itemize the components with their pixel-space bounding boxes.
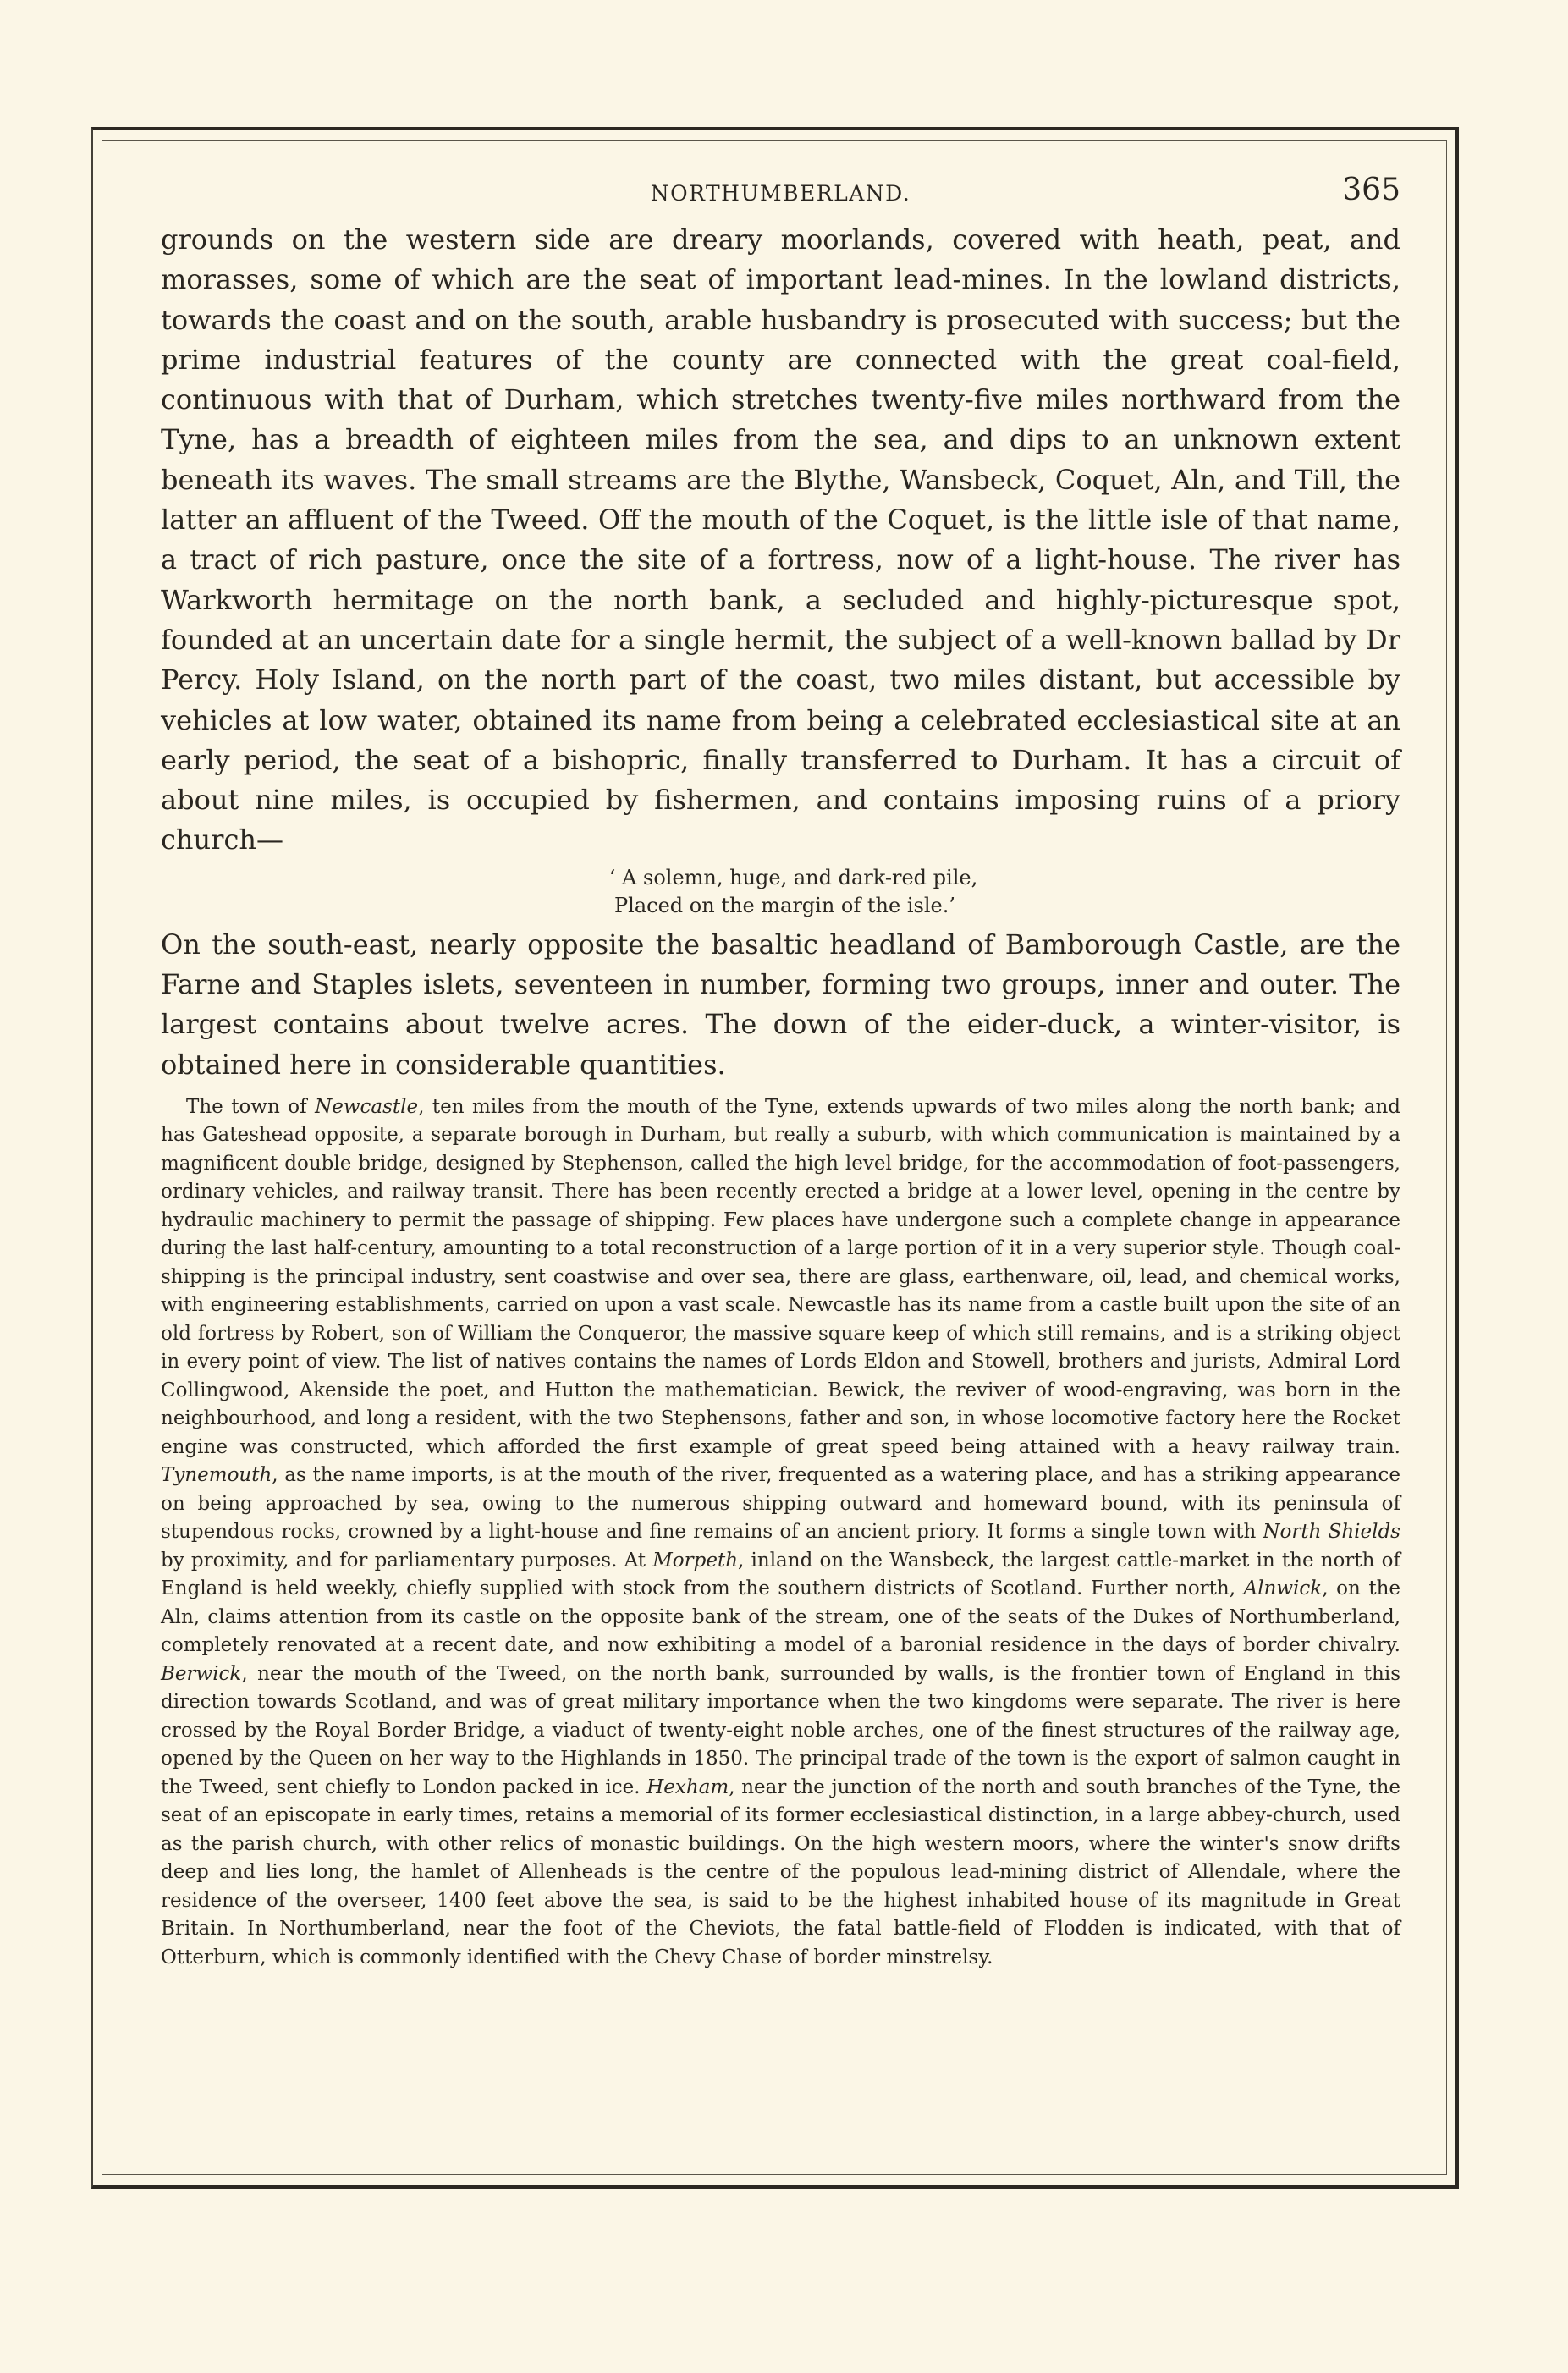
page-number: 365 xyxy=(1342,173,1400,207)
towns-text-7: , near the mouth of the Tweed, on the north bank, surrounded by walls, is the frontier town of England in this direction towards Scotland, and was of great military importance when the two kingdoms were separate. The river is here crossed by the Royal Border Bridge, a viaduct of twenty-eight noble arches, one of the finest structures of the railway age, opened by the Queen on her way to the Highlands in 1850. The principal trade of the town is the export of salmon caught in the Tweed, sent chiefly to London packed in ice. xyxy=(161,1662,1400,1798)
town-name-alnwick: Alnwick xyxy=(1243,1577,1323,1600)
towns-text-2: , ten miles from the mouth of the Tyne, extends upwards of two miles along the north bank; and has Gateshead opposite, a separate borough in Durham, but really a suburb, with which communication is maintained by a magnificent double bridge, designed by Stephenson, called the high level bridge, for the accommodation of foot-passengers, ordinary vehicles, and railway transit. There has been recently erected a bridge at a lower level, opening in the centre by hydraulic machinery to permit the passage of shipping. Few places have undergone such a complete change in appearance during the last half-century, amounting to a total reconstruction of a large portion of it in a very superior style. Though coal-shipping is the principal industry, sent coastwise and over sea, there are glass, earthenware, oil, lead, and chemical works, with engineering establishments, carried on upon a vast scale. Newcastle has its name from a castle built upon the site of an old fortress by Robert, son of William the Conqueror, the massive square keep of which still remains, and is a striking object in every point of view. The list of natives contains the names of Lords Eldon and Stowell, brothers and jurists, Admiral Lord Collingwood, Akenside the poet, and Hutton the mathematician. Bewick, the reviver of wood-engraving, was born in the neighbourhood, and long a resident, with the two Stephensons, father and son, in whose locomotive factory here the Rocket engine was constructed, which afforded the first example of great speed being attained with a heavy railway train. xyxy=(161,1095,1400,1458)
town-name-morpeth: Morpeth xyxy=(652,1549,739,1572)
paragraph-county-description: grounds on the western side are dreary moorlands, covered with heath, peat, and morasses, some of which are the seat of important lead-mines. In the lowland districts, towards the coast and on the south, arable husbandry is prosecuted with success; but the prime industrial features of the county are connected with the great coal-field, continuous with that of Durham, which stretches twenty-five miles northward from the Tyne, has a breadth of eighteen miles from the sea, and dips to an unknown extent beneath its waves. The small streams are the Blythe, Wansbeck, Coquet, Aln, and Till, the latter an affluent of the Tweed. Off the mouth of the Coquet, is the little isle of that name, a tract of rich pasture, once the site of a fortress, now of a light-house. The river has Warkworth hermitage on the north bank, a secluded and highly-picturesque spot, founded at an uncertain date for a single hermit, the subject of a well-known ballad by Dr Percy. Holy Island, on the north part of the coast, two miles distant, but accessible by vehicles at low water, obtained its name from being a celebrated ecclesiastical site at an early period, the seat of a bishopric, finally transferred to Durham. It has a circuit of about nine miles, is occupied by fishermen, and contains imposing ruins of a priory church— xyxy=(161,223,1400,856)
towns-text-3: , as the name imports, is at the mouth of the river, frequented as a watering place, and has a striking appearance on being approached by sea, owing to the numerous shipping outward and homeward bound, with its peninsula of stupendous rocks, crowned by a light-house and fine remains of an ancient priory. It forms a single town with xyxy=(161,1464,1400,1544)
towns-text-8: , near the junction of the north and south branches of the Tyne, the seat of an episcopate in early times, retains a memorial of its former ecclesiastical distinction, in a large abbey-church, used as the parish church, with other relics of monastic buildings. On the high western moors, where the winter's snow drifts deep and lies long, the hamlet of Allenheads is the centre of the populous lead-mining district of Allendale, where the residence of the overseer, 1400 feet above the sea, is said to be the highest inhabited house of its magnitude in Great Britain. In Northumberland, near the foot of the Cheviots, the fatal battle-field of Flodden is indicated, with that of Otterburn, which is commonly identified with the Chevy Chase of border minstrelsy. xyxy=(161,1776,1400,1968)
town-name-north-shields: North Shields xyxy=(1263,1521,1400,1544)
towns-text-4: by proximity, and for parliamentary purposes. At xyxy=(161,1549,653,1572)
towns-text-5: , inland on the Wansbeck, the largest cattle-market in the north of England is held weekly, chiefly supplied with stock from the southern districts of Scotland. Further north, xyxy=(161,1549,1400,1600)
paragraph-towns xyxy=(161,1093,1400,1973)
page-content xyxy=(161,220,1400,1972)
town-name-berwick: Berwick xyxy=(161,1662,242,1685)
running-title: NORTHUMBERLAND. xyxy=(650,181,911,206)
verse-line-1: ‘ A solemn, huge, and dark-red pile, xyxy=(608,865,978,889)
towns-text-1: The town of xyxy=(186,1095,316,1118)
verse-quotation xyxy=(161,864,1400,920)
town-name-hexham: Hexham xyxy=(646,1776,729,1798)
paragraph-farne-islands: On the south-east, nearly opposite the basaltic headland of Bamborough Castle, are the Farne and Staples islets, seventeen in number, forming two groups, inner and outer. The largest contains about twelve acres. The down of the eider-duck, a winter-visitor, is obtained here in considerable quantities. xyxy=(161,928,1400,1081)
town-name-newcastle: Newcastle xyxy=(315,1095,419,1118)
verse-line-2: Placed on the margin of the isle.’ xyxy=(614,893,955,917)
running-header xyxy=(161,173,1400,210)
towns-text-6: , on the Aln, claims attention from its castle on the opposite bank of the stream, one of the seats of the Dukes of Northumberland, completely renovated at a recent date, and now exhibiting a model of a baronial residence in the days of border chivalry. xyxy=(161,1577,1400,1657)
town-name-tynemouth: Tynemouth xyxy=(161,1464,272,1487)
